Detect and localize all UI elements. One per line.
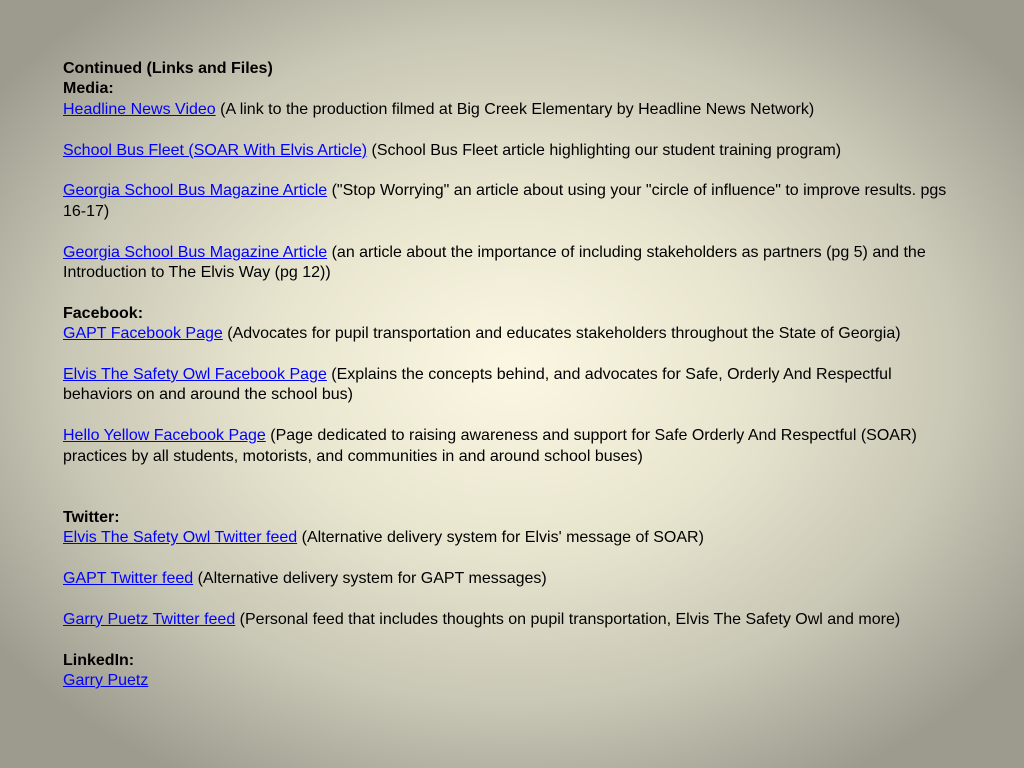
media-heading: Media: [63,80,114,98]
media-item [63,243,963,284]
media-item [63,141,963,161]
linkedin-heading: LinkedIn: [63,651,135,669]
twitter-item [63,569,963,589]
garry-puetz-linkedin-link[interactable]: Garry Puetz [63,672,149,690]
media-item-desc: (School Bus Fleet article highlighting our student training program) [367,141,842,159]
garry-puetz-twitter-link[interactable]: Garry Puetz Twitter feed [63,610,236,628]
facebook-item-desc: (Advocates for pupil transportation and educates stakeholders throughout the State of Georgia) [222,325,901,343]
facebook-item-desc: (Explains the concepts behind, and advocates for Safe, Orderly And Respectful behaviors on and around the school bus) [63,366,892,404]
media-item-desc: (A link to the production filmed at Big Creek Elementary by Headline News Network) [215,100,815,118]
facebook-item [63,324,963,344]
media-item-desc: (an article about the importance of including stakeholders as partners (pg 5) and the Introduction to The Elvis Way (pg 12)) [63,243,926,282]
facebook-item [63,365,963,406]
slide-content [63,59,963,691]
media-item [63,100,963,120]
facebook-item-desc: (Page dedicated to raising awareness and support for Safe Orderly And Respectful (SOAR) practices by all students, motorists, and communities in and around school buses) [63,427,917,465]
twitter-item-desc: (Alternative delivery system for GAPT messages) [193,570,547,588]
slide-title: Continued (Links and Files) [63,60,273,77]
twitter-item-desc: (Personal feed that includes thoughts on pupil transportation, Elvis The Safety Owl and more) [235,610,901,628]
hello-yellow-facebook-link[interactable]: Hello Yellow Facebook Page [63,427,266,445]
headline-news-video-link[interactable]: Headline News Video [63,100,216,118]
elvis-twitter-link[interactable]: Elvis The Safety Owl Twitter feed [63,529,298,547]
facebook-heading: Facebook: [63,304,144,322]
georgia-school-bus-magazine-link-1[interactable]: Georgia School Bus Magazine Article [63,182,328,200]
gapt-facebook-link[interactable]: GAPT Facebook Page [63,325,223,343]
gapt-twitter-link[interactable]: GAPT Twitter feed [63,570,194,588]
twitter-item [63,610,963,630]
georgia-school-bus-magazine-link-2[interactable]: Georgia School Bus Magazine Article [63,243,328,261]
facebook-item [63,426,963,467]
twitter-heading: Twitter: [63,508,120,526]
media-item [63,181,963,222]
school-bus-fleet-link[interactable]: School Bus Fleet (SOAR With Elvis Article) [63,141,368,159]
media-item-desc: ("Stop Worrying" an article about using your "circle of influence" to improve results. pgs 16-17) [63,182,947,220]
twitter-item [63,528,963,548]
twitter-item-desc: (Alternative delivery system for Elvis' message of SOAR) [297,529,704,547]
linkedin-item [63,671,963,691]
elvis-facebook-link[interactable]: Elvis The Safety Owl Facebook Page [63,366,327,384]
